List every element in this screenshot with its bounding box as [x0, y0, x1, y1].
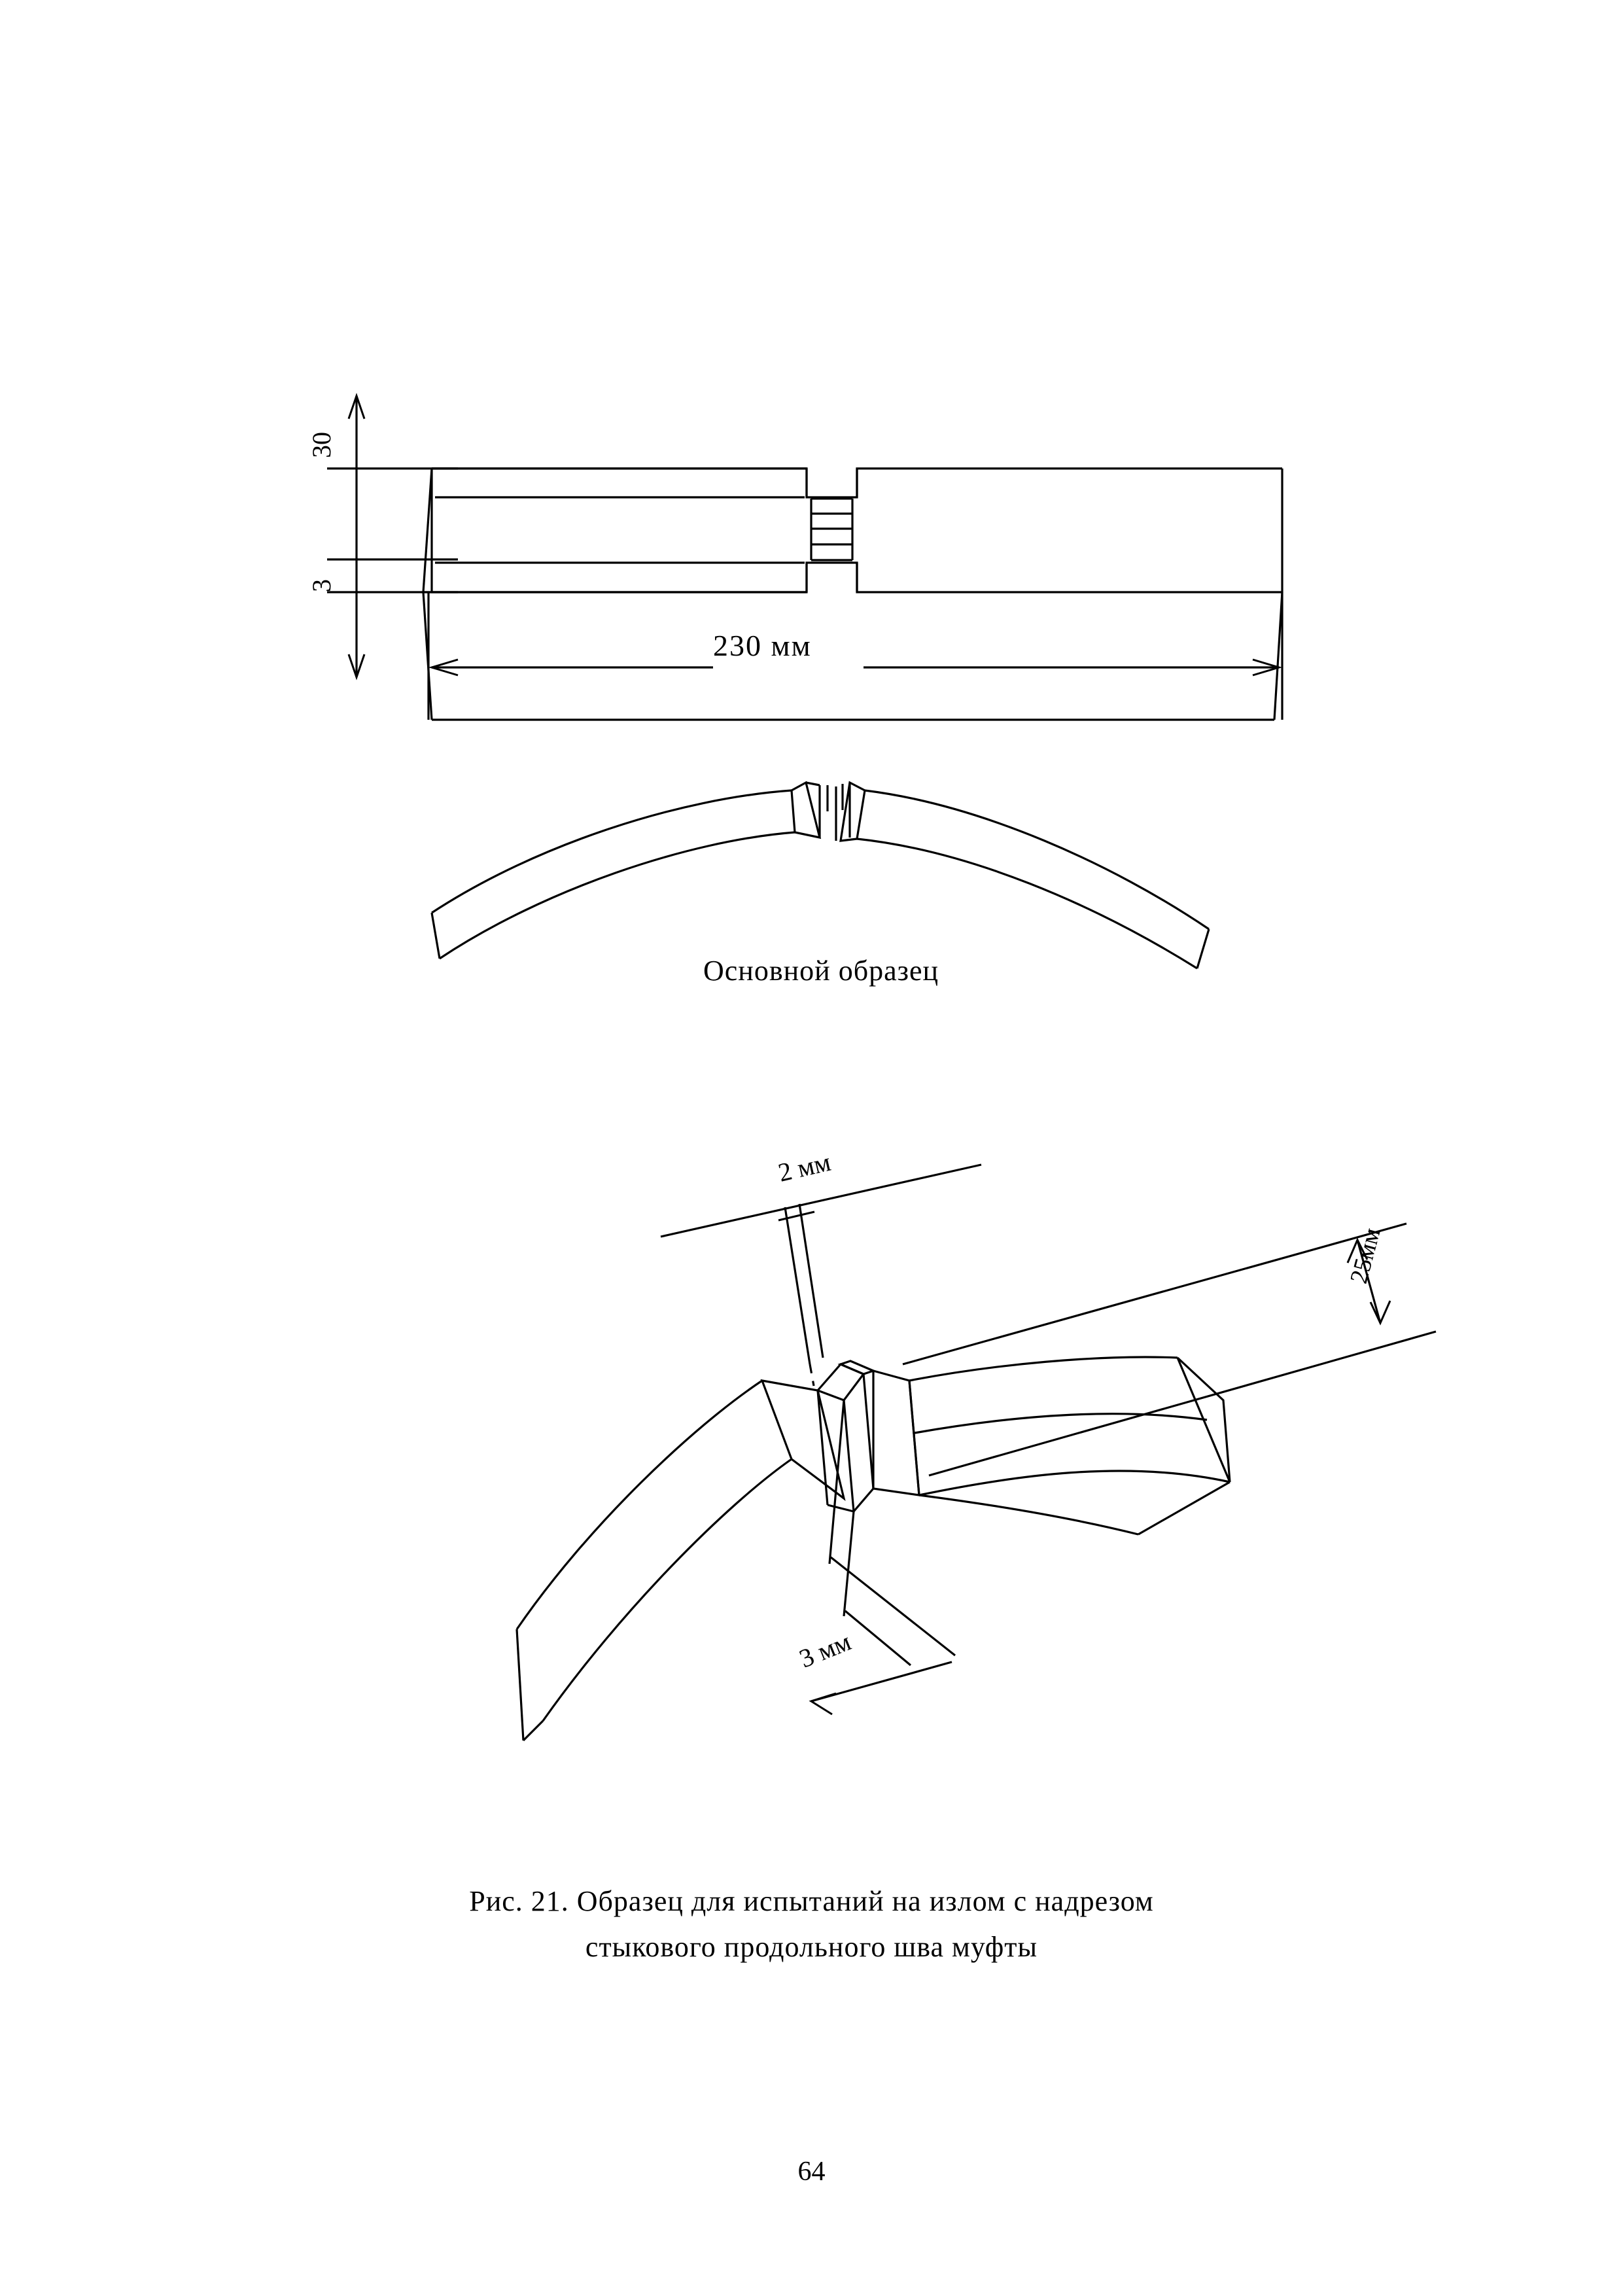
- sub-figure-label: Основной образец: [703, 955, 939, 987]
- dimension-label-notch-width: 2 мм: [775, 1146, 833, 1188]
- dimension-label-width: 25мм: [1344, 1225, 1386, 1287]
- figure-caption-line-2: стыкового продольного шва муфты: [585, 1931, 1038, 1963]
- page-number: 64: [797, 2157, 826, 2187]
- dimension-label-length: 230 мм: [713, 629, 812, 662]
- figure-caption-line-1: Рис. 21. Образец для испытаний на излом с надрезом: [469, 1885, 1154, 1917]
- dimension-label-thickness-top: 30: [307, 432, 336, 458]
- dimension-label-thickness-bottom: 3: [307, 579, 336, 592]
- dimension-label-notch-depth: 3 мм: [795, 1626, 855, 1674]
